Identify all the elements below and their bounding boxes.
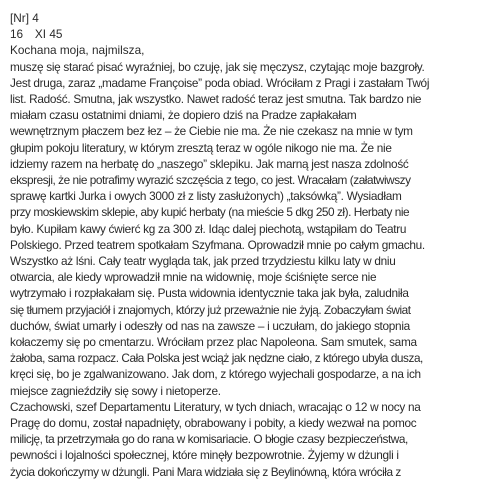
text-line: duchów, świat umarły i odeszły od nas na zawsze – i uczułam, do jakiego stopnia [10,318,410,333]
text-line: sprawę kartki Jurka i owych 3000 zł z listy zasłużonych) „taksówką”. Wysiadłam [10,189,402,204]
letter-date: 16 XI 45 [10,27,63,42]
text-line: Czachowski, szef Departamentu Literatury, w tych dniach, wracając o 12 w nocy na [10,399,421,414]
text-line: idziemy razem na herbatę do „naszego” sklepiku. Jak marną jest nasza zdolność [10,156,409,171]
text-line: miałam czasu ostatnimi dniami, że dopiero dziś na Pradze zapłakałam [10,108,357,123]
text-line: wytrzymało i rozpłakałam się. Pusta widownia identycznie taka jak była, zaludniła [10,286,409,301]
text-line: było. Kupiłam kawy ćwierć kg za 300 zł. Idąc dalej piechotą, wstąpiłam do Teatru [10,221,407,236]
text-line: życia dokończymy w dżungli. Pani Mara widziała się z Beylinówną, która wróciła z [10,464,401,479]
text-line: ekspresji, że nie potrafimy wyrazić szczęścia z tego, co jest. Wracałam (załatwiwszy [10,173,411,188]
text-line: kręci się, bo je zgalwanizowano. Jak dom, z którego wyjechali gospodarze, a na ich [10,367,421,382]
text-line: miejsce zagnieździły się sowy i nietoperze. [10,383,221,398]
text-line: Pragę do domu, został napadnięty, obrabowany i pobity, a kiedy wezwał na pomoc [10,416,417,431]
text-line: milicję, ta przetrzymała go do rana w komisariacie. O błogie czasy bezpieczeństwa, [10,432,408,447]
text-line: otwarcia, ale kiedy wprowadził mnie na widownię, moje ściśnięte serce nie [10,270,377,285]
text-line: przy moskiewskim sklepie, aby kupić herbaty (na mieście 5 dkg 250 zł). Herbaty nie [10,205,410,220]
text-line: żałoba, sama rozpacz. Cała Polska jest wciąż jak nędzne ciało, z którego ubyła dusza, [10,351,423,366]
text-line: Jest druga, zaraz „madame Françoise” poda obiad. Wróciłam z Pragi i zastałam Twój [10,75,430,90]
text-line: głupim pokoju literatury, w którym zresztą teraz w ogóle nikogo nie ma. Że nie [10,140,392,155]
text-line: pewności i lojalności społecznej, które minęły bezpowrotnie. Żyjemy w dżungli i [10,448,399,463]
text-line: muszę się starać pisać wyraźniej, bo czuję, jak się męczysz, czytając moje bazgroły. [10,59,425,74]
text-line: Wszystko aż lśni. Cały teatr wygląda tak, jak przed trzydziestu kilku laty w dniu [10,254,396,269]
text-line: wewnętrznym płaczem bez łez – że Ciebie nie ma. Że nie czekasz na mnie w tym [10,124,413,139]
text-line: kołaczemy się po cmentarzu. Wróciłam przez plac Napoleona. Sam smutek, sama [10,335,417,350]
text-line: list. Radość. Smutna, jak wszystko. Nawet radość teraz jest smutna. Tak bardzo nie [10,92,422,107]
text-line: się tłumem przyjaciół i znajomych, którzy już przeważnie nie żyją. Zobaczyłam świat [10,302,411,317]
letter-number: [Nr] 4 [10,11,39,25]
text-line: Polskiego. Przed teatrem spotkałam Szyfmana. Oprowadził mnie po całym gmachu. [10,237,425,252]
salutation-line: Kochana moja, najmilsza, [10,43,145,58]
